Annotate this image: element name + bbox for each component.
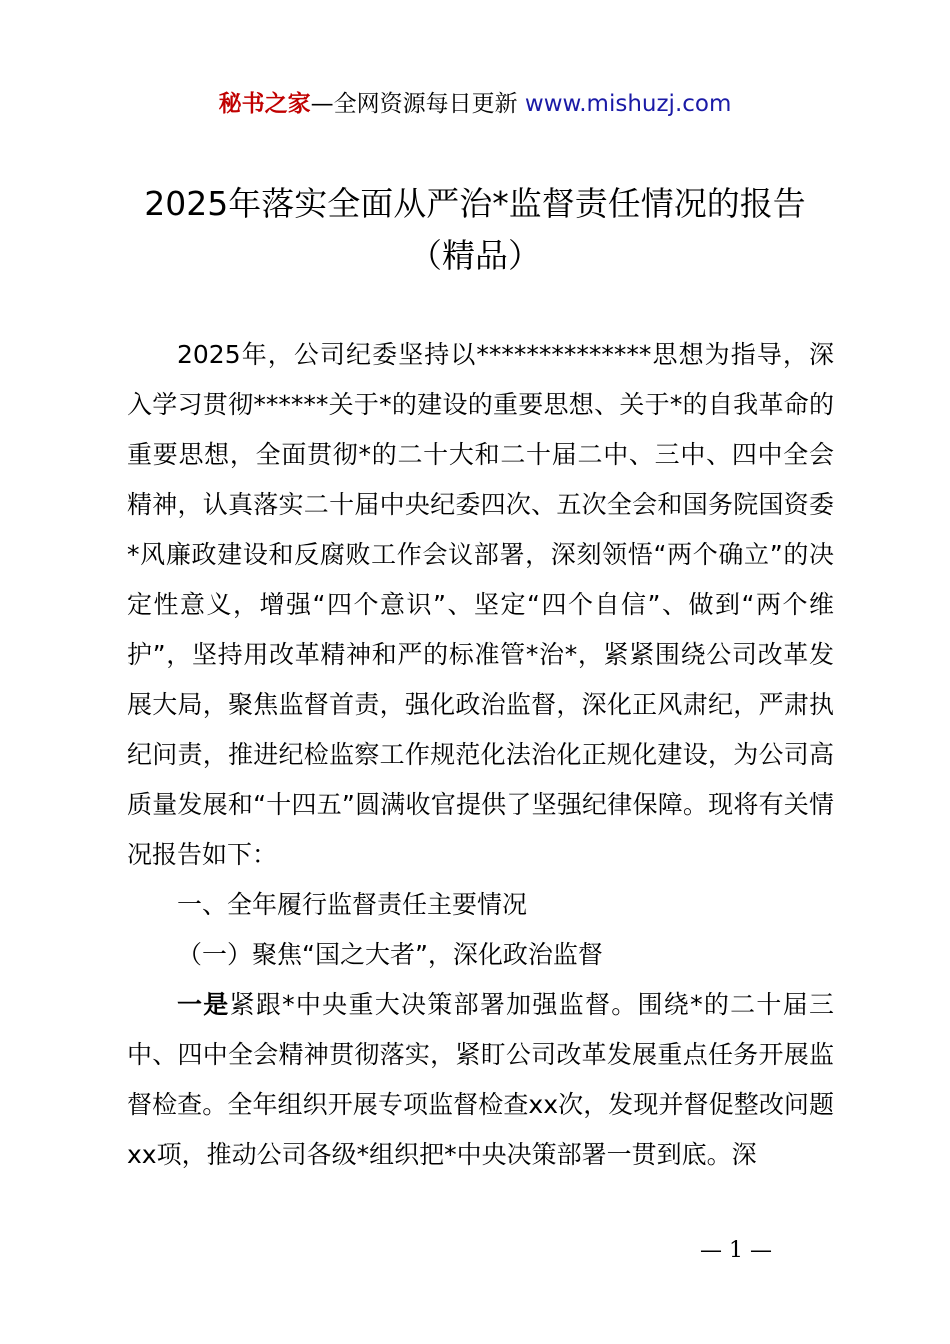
site-url-link[interactable]: www.mishuzj.com: [524, 91, 732, 117]
site-header: [0, 86, 950, 122]
document-title: [100, 178, 850, 282]
title-line-2: （精品）: [409, 236, 541, 275]
point-lead: 一是: [177, 990, 230, 1019]
page-number: — 1 —: [700, 1238, 772, 1263]
section-heading-1: 一、全年履行监督责任主要情况: [177, 890, 528, 919]
document-body: [127, 330, 834, 1180]
title-line-1: 2025年落实全面从严治*监督责任情况的报告: [144, 184, 806, 223]
brand-name: 秘书之家: [218, 91, 311, 117]
intro-paragraph: 2025年，公司纪委坚持以**************思想为指导，深入学习贯彻******关于*的建设的重要思想、关于*的自我革命的重要思想，全面贯彻*的二十大和二十届二中、三中、四中全会精神，认真落实二十届中央纪委四次、五次全会和国务院国资委*风廉政建设和反腐败工作会议部署，深刻领悟“两个确立”的决定性意义，增强“四个意识”、坚定“四个自信”、做到“两个维护”，坚持用改革精神和严的标准管*治*，紧紧围绕公司改革发展大局，聚焦监督首责，强化政治监督，深化正风肃纪，严肃执纪问责，推进纪检监察工作规范化法治化正规化建设，为公司高质量发展和“十四五”圆满收官提供了坚强纪律保障。现将有关情况报告如下：: [127, 340, 834, 869]
subsection-heading-1: （一）聚焦“国之大者”，深化政治监督: [177, 940, 603, 969]
point-text: 紧跟*中央重大决策部署加强监督。围绕*的二十届三中、四中全会精神贯彻落实，紧盯公司改革发展重点任务开展监督检查。全年组织开展专项监督检查xx次，发现并督促整改问题xx项，推动公司各级*组织把*中央决策部署一贯到底。深: [127, 990, 834, 1169]
point-paragraph-1: [127, 980, 834, 1180]
site-tagline: —全网资源每日更新: [310, 91, 525, 117]
